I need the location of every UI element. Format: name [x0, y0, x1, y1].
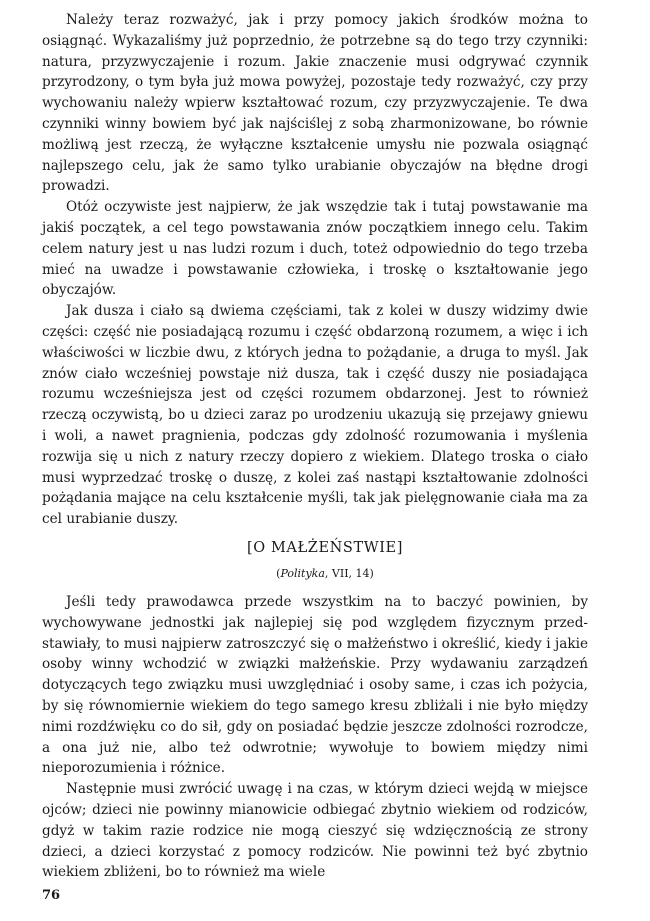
paragraph: Jeśli tedy prawodawca przede wszystkim na to baczyć powinien, by wychowywane jednostki jak najlepiej się pod względem fizycznym przedstawiały, to musi najpierw zatroszczyć się o małżeństwo i określić, kiedy i jakie osoby winny wchodzić w związki małżeńskie. Przy wydawaniu zarządzeń dotyczących tego związku musi uwzględniać i osoby same, i czas ich pożycia, by się równomiernie wiekiem do tego samego kresu zbliżali i nie było między nimi rozdźwięku co do sił, gdy on posiadać będzie jeszcze zdolności rozrodcze, a ona już nie, albo też odwrotnie; wywołuje to bowiem między nimi nieporozumienia i różnice. — [42, 594, 588, 777]
citation-work: Polityka — [280, 567, 325, 580]
page-number: 76 — [42, 888, 61, 903]
section-marriage — [42, 592, 588, 883]
paragraph: Otóż oczywiste jest najpierw, że jak wszędzie tak i tutaj powstawanie ma jakiś początek, a cel tego powstawania znów początkiem innego celu. Takim celem natury jest u nas ludzi rozum i duch, toteż odpowiednio do tego trzeba mieć na uwadze i powstawanie człowieka, i troskę o kształtowanie jego obyczajów. — [42, 199, 588, 299]
paragraph: Jak dusza i ciało są dwiema częściami, tak z kolei w duszy widzimy dwie części: część nie posiadającą rozumu i część obdarzoną rozumem, a więc i ich właściwości w liczbie dwu, z których jedna to pożądanie, a druga to myśl. Jak znów ciało wcześniej powstaje niż dusza, tak i część duszy nie posiadająca rozumu wcześniejsza jest od części rozumem obdarzonej. Jest to również rzeczą oczywistą, bo u dzieci zaraz po urodzeniu ukazują się przejawy gniewu i woli, a nawet pragnienia, podczas gdy zdolność rozumowania i myślenia rozwija się u nich z natury rzeczy dopiero z wiekiem. Dlatego troska o ciało musi wyprzedzać troskę o duszę, z kolei zaś nastąpi kształtowanie zdolności pożądania mające na celu kształcenie myśli, tak jak pielęgnowanie ciała ma za cel urabianie duszy. — [42, 303, 588, 528]
paragraph: Następnie musi zwrócić uwagę i na czas, w którym dzieci wejdą w miejsce ojców; dzieci nie powinny mianowicie odbiegać zbytnio wiekiem od rodziców, gdyż w takim razie rodzice nie mogą cieszyć się wdzięcznością ze strony dzieci, a dzieci korzystać z pomocy rodziców. Nie powinni też być zbytnio wiekiem zbliżeni, bo to również ma wiele — [42, 781, 588, 881]
section-heading: [O MAŁŻEŃSTWIE] — [247, 540, 403, 556]
section-education — [42, 10, 588, 530]
citation-open: ( — [276, 567, 281, 580]
paragraph: Należy teraz rozważyć, jak i przy pomocy jakich środków można to osiągnąć. Wykazaliśmy już poprzednio, że potrzebne są do tego trzy czynniki: natura, przyzwyczajenie i rozum. Jakie znaczenie musi odgrywać czynnik przyrodzony, o tym była już mowa powyżej, pozostaje tedy rozważyć, czy przy wychowaniu należy wpierw kształtować rozum, czy przyzwyczajenie. Te dwa czynniki winny bowiem być jak najściślej z sobą zharmonizowane, bo równie możliwą jest rzeczą, że wyłączne kształcenie umysłu nie pozwala osiągnąć najlepszego celu, jak że samo tylko urabianie obyczajów na błędne drogi prowadzi. — [42, 12, 588, 195]
source-citation — [0, 567, 650, 580]
citation-rest: , VII, 14) — [324, 567, 374, 580]
